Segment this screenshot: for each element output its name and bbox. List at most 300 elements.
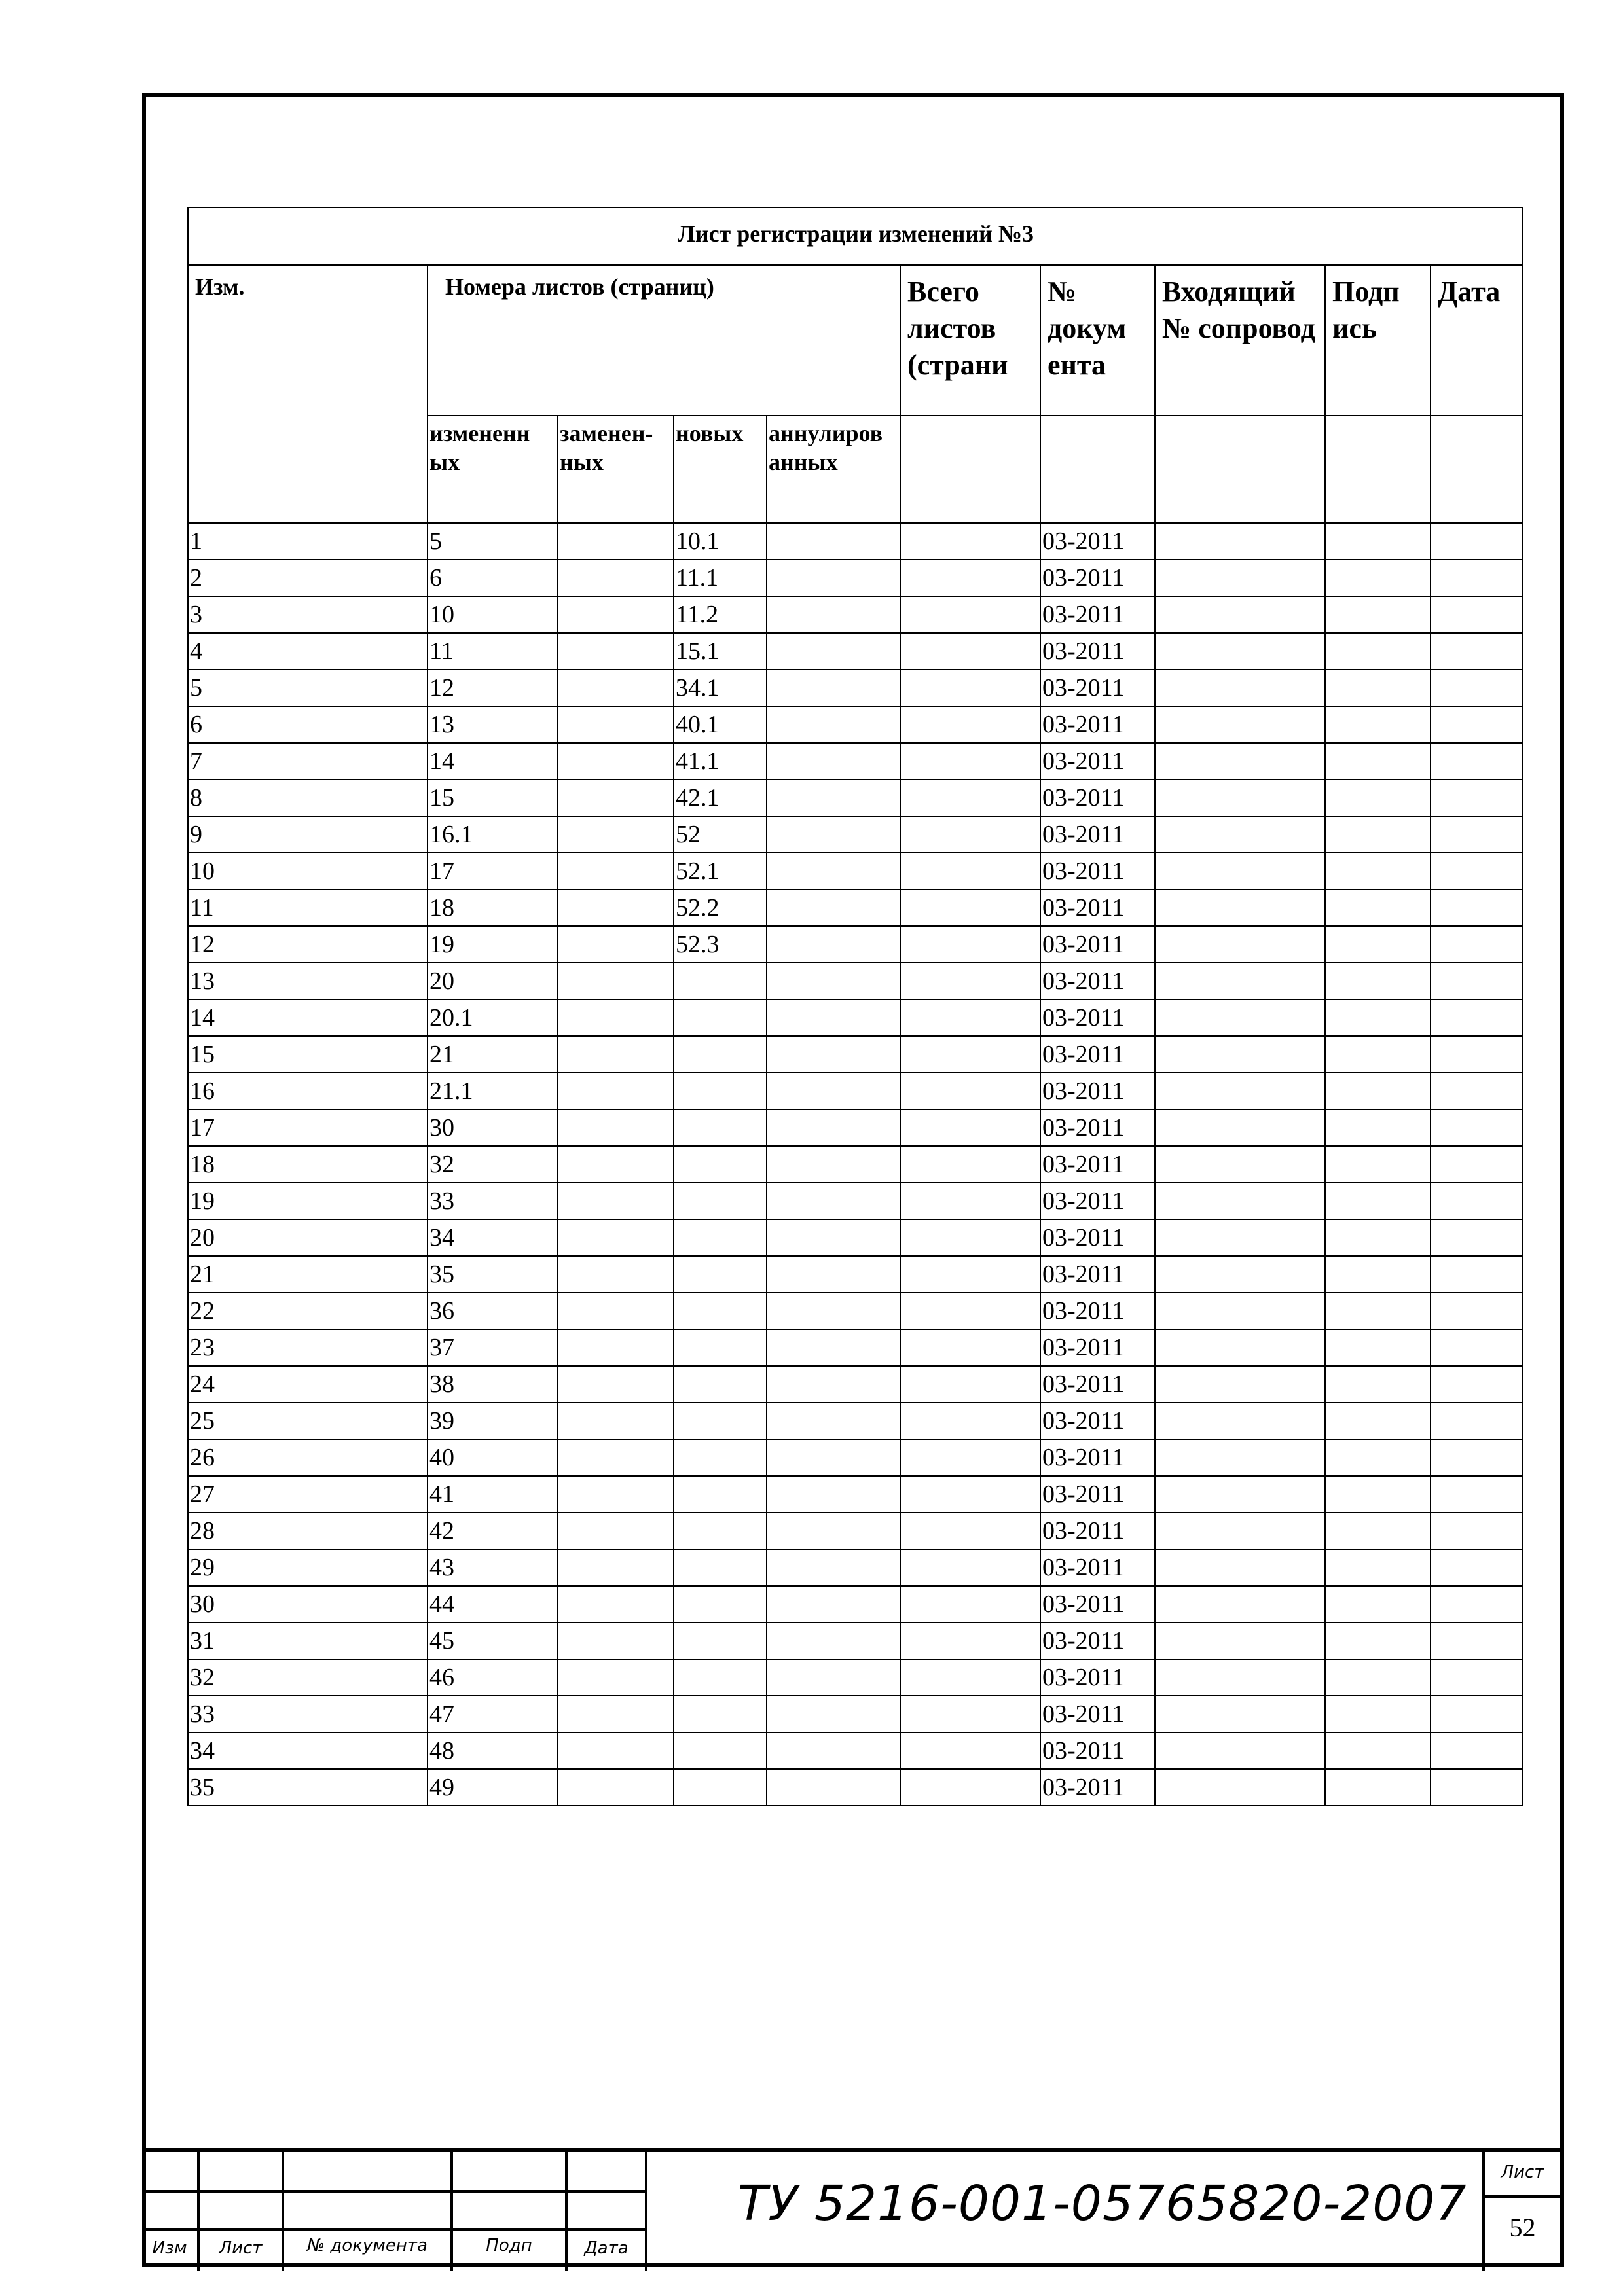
cell-changed: 49 bbox=[428, 1769, 558, 1806]
cell-doc-number: 03-2011 bbox=[1040, 1073, 1155, 1109]
cell-replaced bbox=[558, 1293, 674, 1329]
cell-signature bbox=[1325, 1586, 1431, 1623]
cell-changed: 38 bbox=[428, 1366, 558, 1403]
cell-doc-number: 03-2011 bbox=[1040, 1109, 1155, 1146]
table-row bbox=[188, 1513, 1522, 1549]
cell-date bbox=[1431, 1329, 1522, 1366]
table-row bbox=[188, 1109, 1522, 1146]
table-row bbox=[188, 1073, 1522, 1109]
cell-annulled bbox=[767, 560, 900, 596]
table-row bbox=[188, 1036, 1522, 1073]
cell-izm: 23 bbox=[188, 1329, 428, 1366]
cell-new bbox=[674, 963, 767, 999]
cell-izm: 8 bbox=[188, 780, 428, 816]
cell-total-sheets bbox=[900, 1403, 1040, 1439]
cell-incoming bbox=[1155, 1696, 1325, 1732]
cell-signature bbox=[1325, 670, 1431, 706]
cell-changed: 40 bbox=[428, 1439, 558, 1476]
cell-izm: 28 bbox=[188, 1513, 428, 1549]
cell-replaced bbox=[558, 1073, 674, 1109]
table-row bbox=[188, 780, 1522, 816]
cell-izm: 22 bbox=[188, 1293, 428, 1329]
cell-incoming bbox=[1155, 1623, 1325, 1659]
cell-date bbox=[1431, 1476, 1522, 1513]
cell-doc-number: 03-2011 bbox=[1040, 1183, 1155, 1219]
cell-changed: 30 bbox=[428, 1109, 558, 1146]
cell-signature bbox=[1325, 1256, 1431, 1293]
cell-signature bbox=[1325, 853, 1431, 889]
header-total-sheets: Всего листов (страни bbox=[900, 265, 1040, 416]
cell-date bbox=[1431, 1623, 1522, 1659]
cell-annulled bbox=[767, 889, 900, 926]
cell-new bbox=[674, 999, 767, 1036]
document-code: ТУ 5216-001-05765820-2007 bbox=[738, 2176, 1467, 2232]
cell-total-sheets bbox=[900, 1476, 1040, 1513]
table-row bbox=[188, 1256, 1522, 1293]
cell-replaced bbox=[558, 1256, 674, 1293]
cell-changed: 10 bbox=[428, 596, 558, 633]
table-row bbox=[188, 1769, 1522, 1806]
cell-izm: 10 bbox=[188, 853, 428, 889]
cell-total-sheets bbox=[900, 816, 1040, 853]
cell-date bbox=[1431, 596, 1522, 633]
cell-incoming bbox=[1155, 560, 1325, 596]
cell-new bbox=[674, 1146, 767, 1183]
cell-total-sheets bbox=[900, 1146, 1040, 1183]
cell-incoming bbox=[1155, 1366, 1325, 1403]
cell-doc-number: 03-2011 bbox=[1040, 963, 1155, 999]
stamp-divider bbox=[645, 2152, 647, 2271]
cell-changed: 45 bbox=[428, 1623, 558, 1659]
cell-incoming bbox=[1155, 1403, 1325, 1439]
cell-changed: 39 bbox=[428, 1403, 558, 1439]
stamp-label-doc-number: № документа bbox=[307, 2236, 428, 2255]
cell-total-sheets bbox=[900, 1256, 1040, 1293]
cell-replaced bbox=[558, 1659, 674, 1696]
cell-annulled bbox=[767, 1183, 900, 1219]
cell-incoming bbox=[1155, 1549, 1325, 1586]
cell-replaced bbox=[558, 816, 674, 853]
cell-incoming bbox=[1155, 1513, 1325, 1549]
cell-total-sheets bbox=[900, 1329, 1040, 1366]
stamp-divider bbox=[1482, 2195, 1560, 2198]
cell-incoming bbox=[1155, 963, 1325, 999]
sheet-number: 52 bbox=[1509, 2213, 1536, 2242]
cell-izm: 24 bbox=[188, 1366, 428, 1403]
cell-total-sheets bbox=[900, 560, 1040, 596]
cell-date bbox=[1431, 1586, 1522, 1623]
cell-changed: 19 bbox=[428, 926, 558, 963]
cell-replaced bbox=[558, 1183, 674, 1219]
cell-new bbox=[674, 1732, 767, 1769]
stamp-label-date: Дата bbox=[584, 2238, 629, 2258]
table-row bbox=[188, 596, 1522, 633]
cell-replaced bbox=[558, 670, 674, 706]
cell-total-sheets bbox=[900, 1513, 1040, 1549]
cell-changed: 5 bbox=[428, 523, 558, 560]
cell-total-sheets bbox=[900, 1696, 1040, 1732]
cell-signature bbox=[1325, 999, 1431, 1036]
cell-changed: 20.1 bbox=[428, 999, 558, 1036]
table-row bbox=[188, 1476, 1522, 1513]
cell-izm: 27 bbox=[188, 1476, 428, 1513]
cell-doc-number: 03-2011 bbox=[1040, 889, 1155, 926]
cell-new: 34.1 bbox=[674, 670, 767, 706]
cell-changed: 37 bbox=[428, 1329, 558, 1366]
cell-total-sheets bbox=[900, 633, 1040, 670]
cell-changed: 6 bbox=[428, 560, 558, 596]
table-row bbox=[188, 1329, 1522, 1366]
cell-signature bbox=[1325, 1293, 1431, 1329]
cell-new: 40.1 bbox=[674, 706, 767, 743]
cell-izm: 15 bbox=[188, 1036, 428, 1073]
cell-total-sheets bbox=[900, 1073, 1040, 1109]
cell-incoming bbox=[1155, 633, 1325, 670]
cell-new: 52 bbox=[674, 816, 767, 853]
table-row bbox=[188, 816, 1522, 853]
cell-changed: 48 bbox=[428, 1732, 558, 1769]
header-izm: Изм. bbox=[188, 265, 428, 523]
cell-total-sheets bbox=[900, 596, 1040, 633]
cell-incoming bbox=[1155, 743, 1325, 780]
subheader-empty bbox=[1040, 416, 1155, 523]
cell-izm: 21 bbox=[188, 1256, 428, 1293]
cell-date bbox=[1431, 889, 1522, 926]
cell-date bbox=[1431, 1073, 1522, 1109]
subheader-empty bbox=[1155, 416, 1325, 523]
cell-total-sheets bbox=[900, 1109, 1040, 1146]
cell-date bbox=[1431, 1659, 1522, 1696]
cell-total-sheets bbox=[900, 1659, 1040, 1696]
cell-total-sheets bbox=[900, 1439, 1040, 1476]
cell-new bbox=[674, 1183, 767, 1219]
cell-replaced bbox=[558, 963, 674, 999]
cell-new: 52.2 bbox=[674, 889, 767, 926]
cell-signature bbox=[1325, 706, 1431, 743]
cell-doc-number: 03-2011 bbox=[1040, 1219, 1155, 1256]
cell-izm: 26 bbox=[188, 1439, 428, 1476]
table-body bbox=[188, 523, 1522, 1806]
cell-doc-number: 03-2011 bbox=[1040, 1586, 1155, 1623]
cell-date bbox=[1431, 670, 1522, 706]
cell-annulled bbox=[767, 999, 900, 1036]
cell-new bbox=[674, 1256, 767, 1293]
cell-signature bbox=[1325, 1329, 1431, 1366]
subheader-changed: измененн ых bbox=[428, 416, 558, 523]
cell-date bbox=[1431, 1036, 1522, 1073]
cell-izm: 7 bbox=[188, 743, 428, 780]
cell-new bbox=[674, 1219, 767, 1256]
cell-total-sheets bbox=[900, 1549, 1040, 1586]
cell-replaced bbox=[558, 926, 674, 963]
cell-doc-number: 03-2011 bbox=[1040, 633, 1155, 670]
cell-annulled bbox=[767, 1769, 900, 1806]
sheet-label: Лист bbox=[1501, 2162, 1544, 2182]
cell-izm: 1 bbox=[188, 523, 428, 560]
cell-replaced bbox=[558, 706, 674, 743]
table-row bbox=[188, 889, 1522, 926]
cell-replaced bbox=[558, 1403, 674, 1439]
cell-incoming bbox=[1155, 706, 1325, 743]
cell-annulled bbox=[767, 1403, 900, 1439]
cell-incoming bbox=[1155, 1659, 1325, 1696]
cell-izm: 34 bbox=[188, 1732, 428, 1769]
cell-new bbox=[674, 1366, 767, 1403]
cell-total-sheets bbox=[900, 706, 1040, 743]
cell-date bbox=[1431, 1219, 1522, 1256]
cell-total-sheets bbox=[900, 1623, 1040, 1659]
cell-signature bbox=[1325, 1439, 1431, 1476]
table-row bbox=[188, 1403, 1522, 1439]
cell-doc-number: 03-2011 bbox=[1040, 926, 1155, 963]
cell-date bbox=[1431, 1366, 1522, 1403]
cell-date bbox=[1431, 1146, 1522, 1183]
cell-izm: 31 bbox=[188, 1623, 428, 1659]
cell-annulled bbox=[767, 1732, 900, 1769]
cell-changed: 33 bbox=[428, 1183, 558, 1219]
cell-total-sheets bbox=[900, 1183, 1040, 1219]
table-row bbox=[188, 1439, 1522, 1476]
header-date: Дата bbox=[1431, 265, 1522, 416]
cell-changed: 11 bbox=[428, 633, 558, 670]
cell-replaced bbox=[558, 889, 674, 926]
cell-incoming bbox=[1155, 780, 1325, 816]
cell-date bbox=[1431, 1293, 1522, 1329]
cell-izm: 25 bbox=[188, 1403, 428, 1439]
cell-new: 52.1 bbox=[674, 853, 767, 889]
cell-incoming bbox=[1155, 853, 1325, 889]
cell-date bbox=[1431, 1439, 1522, 1476]
cell-incoming bbox=[1155, 926, 1325, 963]
table-row bbox=[188, 523, 1522, 560]
cell-date bbox=[1431, 1183, 1522, 1219]
table-row bbox=[188, 1146, 1522, 1183]
cell-replaced bbox=[558, 1439, 674, 1476]
cell-annulled bbox=[767, 1696, 900, 1732]
table-row bbox=[188, 706, 1522, 743]
cell-incoming bbox=[1155, 670, 1325, 706]
cell-replaced bbox=[558, 560, 674, 596]
cell-doc-number: 03-2011 bbox=[1040, 1696, 1155, 1732]
cell-changed: 36 bbox=[428, 1293, 558, 1329]
cell-doc-number: 03-2011 bbox=[1040, 1439, 1155, 1476]
cell-new bbox=[674, 1476, 767, 1513]
cell-replaced bbox=[558, 523, 674, 560]
cell-signature bbox=[1325, 1549, 1431, 1586]
cell-changed: 14 bbox=[428, 743, 558, 780]
table-row bbox=[188, 633, 1522, 670]
cell-doc-number: 03-2011 bbox=[1040, 1476, 1155, 1513]
header-doc-number: № докум ента bbox=[1040, 265, 1155, 416]
cell-date bbox=[1431, 1769, 1522, 1806]
cell-signature bbox=[1325, 1073, 1431, 1109]
cell-new: 10.1 bbox=[674, 523, 767, 560]
cell-izm: 16 bbox=[188, 1073, 428, 1109]
cell-annulled bbox=[767, 1366, 900, 1403]
cell-doc-number: 03-2011 bbox=[1040, 596, 1155, 633]
cell-signature bbox=[1325, 1476, 1431, 1513]
cell-new: 52.3 bbox=[674, 926, 767, 963]
cell-doc-number: 03-2011 bbox=[1040, 1293, 1155, 1329]
cell-new bbox=[674, 1586, 767, 1623]
header-signature: Подп ись bbox=[1325, 265, 1431, 416]
cell-incoming bbox=[1155, 1329, 1325, 1366]
cell-izm: 30 bbox=[188, 1586, 428, 1623]
cell-changed: 41 bbox=[428, 1476, 558, 1513]
cell-date bbox=[1431, 1403, 1522, 1439]
cell-new bbox=[674, 1329, 767, 1366]
cell-new bbox=[674, 1109, 767, 1146]
cell-new bbox=[674, 1769, 767, 1806]
cell-date bbox=[1431, 1696, 1522, 1732]
cell-incoming bbox=[1155, 889, 1325, 926]
cell-signature bbox=[1325, 1036, 1431, 1073]
cell-signature bbox=[1325, 1403, 1431, 1439]
cell-annulled bbox=[767, 523, 900, 560]
cell-doc-number: 03-2011 bbox=[1040, 670, 1155, 706]
cell-replaced bbox=[558, 780, 674, 816]
cell-doc-number: 03-2011 bbox=[1040, 1329, 1155, 1366]
cell-doc-number: 03-2011 bbox=[1040, 743, 1155, 780]
cell-incoming bbox=[1155, 1732, 1325, 1769]
cell-annulled bbox=[767, 1219, 900, 1256]
cell-doc-number: 03-2011 bbox=[1040, 780, 1155, 816]
cell-incoming bbox=[1155, 1293, 1325, 1329]
cell-changed: 44 bbox=[428, 1586, 558, 1623]
cell-doc-number: 03-2011 bbox=[1040, 1366, 1155, 1403]
cell-izm: 13 bbox=[188, 963, 428, 999]
cell-signature bbox=[1325, 926, 1431, 963]
cell-annulled bbox=[767, 706, 900, 743]
cell-date bbox=[1431, 1549, 1522, 1586]
cell-annulled bbox=[767, 1036, 900, 1073]
cell-total-sheets bbox=[900, 999, 1040, 1036]
cell-replaced bbox=[558, 999, 674, 1036]
cell-incoming bbox=[1155, 523, 1325, 560]
cell-doc-number: 03-2011 bbox=[1040, 1732, 1155, 1769]
cell-replaced bbox=[558, 1329, 674, 1366]
cell-total-sheets bbox=[900, 523, 1040, 560]
cell-replaced bbox=[558, 1219, 674, 1256]
cell-new bbox=[674, 1403, 767, 1439]
cell-total-sheets bbox=[900, 780, 1040, 816]
cell-date bbox=[1431, 1513, 1522, 1549]
cell-signature bbox=[1325, 1769, 1431, 1806]
cell-doc-number: 03-2011 bbox=[1040, 523, 1155, 560]
cell-izm: 3 bbox=[188, 596, 428, 633]
cell-annulled bbox=[767, 926, 900, 963]
cell-signature bbox=[1325, 1366, 1431, 1403]
cell-date bbox=[1431, 853, 1522, 889]
stamp-divider bbox=[142, 2190, 646, 2193]
cell-changed: 13 bbox=[428, 706, 558, 743]
cell-total-sheets bbox=[900, 1586, 1040, 1623]
table-row bbox=[188, 1696, 1522, 1732]
cell-incoming bbox=[1155, 1586, 1325, 1623]
cell-new bbox=[674, 1293, 767, 1329]
cell-signature bbox=[1325, 1219, 1431, 1256]
cell-signature bbox=[1325, 1732, 1431, 1769]
header-sheet-numbers: Номера листов (страниц) bbox=[428, 265, 900, 416]
table-row bbox=[188, 1219, 1522, 1256]
cell-izm: 17 bbox=[188, 1109, 428, 1146]
cell-annulled bbox=[767, 1073, 900, 1109]
cell-replaced bbox=[558, 1146, 674, 1183]
table-row bbox=[188, 999, 1522, 1036]
table-row bbox=[188, 1623, 1522, 1659]
cell-annulled bbox=[767, 1109, 900, 1146]
title-block bbox=[142, 2148, 1564, 2267]
stamp-label-list: Лист bbox=[219, 2238, 263, 2258]
cell-izm: 18 bbox=[188, 1146, 428, 1183]
cell-signature bbox=[1325, 1659, 1431, 1696]
cell-date bbox=[1431, 926, 1522, 963]
cell-total-sheets bbox=[900, 1769, 1040, 1806]
cell-incoming bbox=[1155, 1476, 1325, 1513]
cell-total-sheets bbox=[900, 1732, 1040, 1769]
cell-signature bbox=[1325, 1696, 1431, 1732]
cell-changed: 16.1 bbox=[428, 816, 558, 853]
cell-doc-number: 03-2011 bbox=[1040, 1623, 1155, 1659]
cell-incoming bbox=[1155, 1219, 1325, 1256]
subheader-empty bbox=[1325, 416, 1431, 523]
cell-doc-number: 03-2011 bbox=[1040, 853, 1155, 889]
table-row bbox=[188, 1732, 1522, 1769]
cell-annulled bbox=[767, 633, 900, 670]
cell-total-sheets bbox=[900, 889, 1040, 926]
table-row bbox=[188, 963, 1522, 999]
cell-incoming bbox=[1155, 1256, 1325, 1293]
cell-izm: 2 bbox=[188, 560, 428, 596]
cell-changed: 32 bbox=[428, 1146, 558, 1183]
cell-incoming bbox=[1155, 999, 1325, 1036]
cell-izm: 35 bbox=[188, 1769, 428, 1806]
cell-total-sheets bbox=[900, 743, 1040, 780]
cell-new bbox=[674, 1439, 767, 1476]
cell-changed: 15 bbox=[428, 780, 558, 816]
cell-incoming bbox=[1155, 1183, 1325, 1219]
cell-date bbox=[1431, 780, 1522, 816]
cell-annulled bbox=[767, 1586, 900, 1623]
cell-replaced bbox=[558, 1476, 674, 1513]
table-row bbox=[188, 1586, 1522, 1623]
cell-incoming bbox=[1155, 1146, 1325, 1183]
cell-changed: 35 bbox=[428, 1256, 558, 1293]
cell-date bbox=[1431, 633, 1522, 670]
cell-replaced bbox=[558, 1109, 674, 1146]
cell-changed: 12 bbox=[428, 670, 558, 706]
cell-date bbox=[1431, 706, 1522, 743]
cell-signature bbox=[1325, 1623, 1431, 1659]
cell-date bbox=[1431, 963, 1522, 999]
cell-date bbox=[1431, 523, 1522, 560]
cell-new: 15.1 bbox=[674, 633, 767, 670]
cell-total-sheets bbox=[900, 670, 1040, 706]
cell-annulled bbox=[767, 1659, 900, 1696]
cell-date bbox=[1431, 1732, 1522, 1769]
cell-changed: 47 bbox=[428, 1696, 558, 1732]
cell-total-sheets bbox=[900, 1366, 1040, 1403]
header-incoming: Входящий № сопровод bbox=[1155, 265, 1325, 416]
subheader-annulled: аннулиров анных bbox=[767, 416, 900, 523]
cell-signature bbox=[1325, 780, 1431, 816]
cell-new bbox=[674, 1073, 767, 1109]
stamp-label-izm: Изм bbox=[152, 2238, 187, 2258]
table-title: Лист регистрации изменений №3 bbox=[188, 207, 1522, 265]
cell-replaced bbox=[558, 1623, 674, 1659]
cell-signature bbox=[1325, 1109, 1431, 1146]
cell-annulled bbox=[767, 1293, 900, 1329]
